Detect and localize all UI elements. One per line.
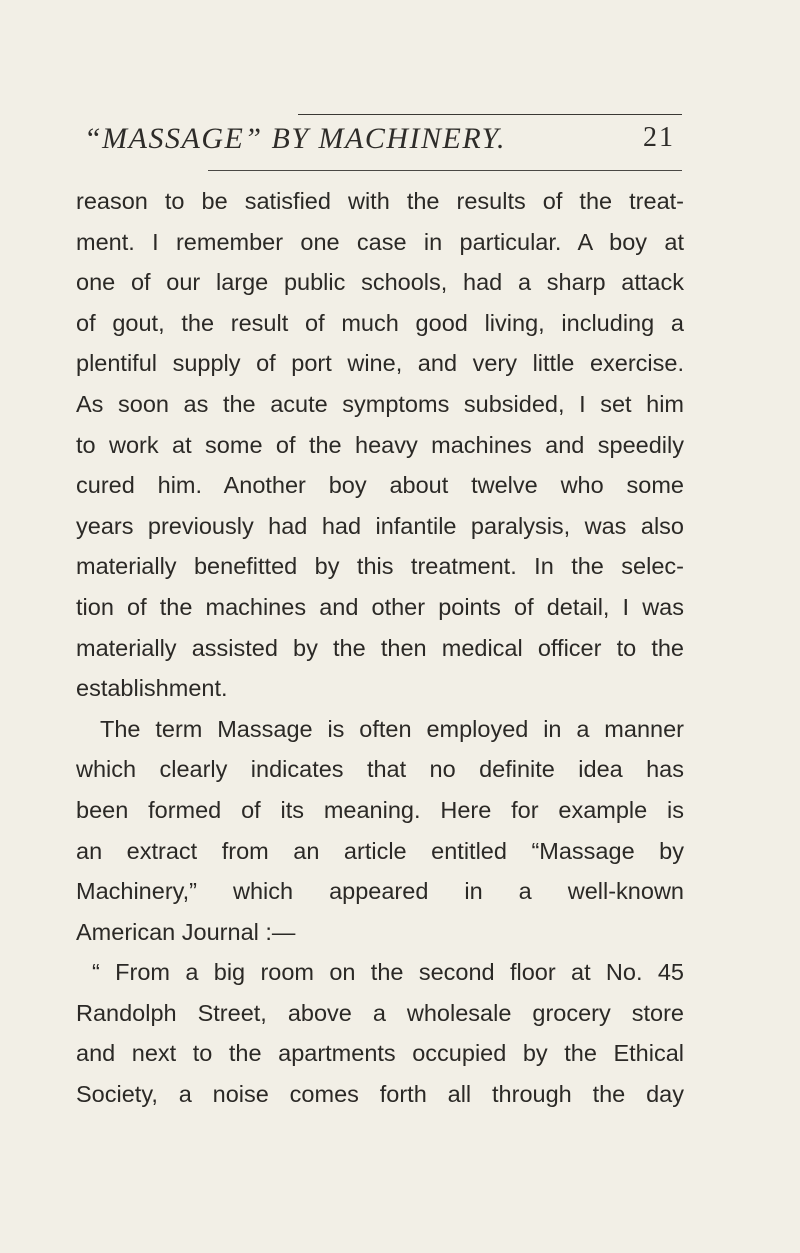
quote-line: and next to the apartments occupied by the Ethical [76, 1040, 684, 1067]
text-line: As soon as the acute symptoms subsided, I set him [76, 390, 684, 417]
page-number: 21 [643, 122, 675, 153]
text-line: cured him. Another boy about twelve who some [76, 472, 684, 499]
text-line: plentiful supply of port wine, and very little exercise. [76, 350, 684, 377]
text-line-paragraph-end: American Journal :— [76, 918, 296, 945]
text-line: of gout, the result of much good living, including a [76, 309, 684, 336]
quote-line: Randolph Street, above a wholesale grocery store [76, 999, 684, 1026]
text-line: an extract from an article entitled “Massage by [76, 837, 684, 864]
text-line: to work at some of the heavy machines and speedily [76, 431, 684, 458]
text-line: materially benefitted by this treatment. In the selec- [76, 553, 684, 580]
quote-line-start: “ From a big room on the second floor at No. 45 [92, 959, 684, 986]
running-head-title: “MASSAGE” BY MACHINERY. [84, 122, 507, 155]
text-line: years previously had had infantile paralysis, was also [76, 512, 684, 539]
text-line: Machinery,” which appeared in a well-known [76, 878, 684, 905]
running-head [0, 122, 800, 162]
text-line: one of our large public schools, had a sharp attack [76, 269, 684, 296]
text-line-paragraph-start: The term Massage is often employed in a manner [100, 715, 684, 742]
quote-line: Society, a noise comes forth all through the day [76, 1081, 684, 1108]
text-line: tion of the machines and other points of detail, I was [76, 593, 684, 620]
text-line-paragraph-end: establishment. [76, 675, 228, 702]
text-line: materially assisted by the then medical officer to the [76, 634, 684, 661]
body-text [76, 181, 684, 1115]
header-rule-top [298, 114, 682, 115]
text-line: been formed of its meaning. Here for example is [76, 796, 684, 823]
text-line: reason to be satisfied with the results of the treat- [76, 188, 684, 214]
text-line: which clearly indicates that no definite idea has [76, 756, 684, 783]
header-rule-bottom [208, 170, 682, 171]
text-line: ment. I remember one case in particular. A boy at [76, 228, 684, 255]
